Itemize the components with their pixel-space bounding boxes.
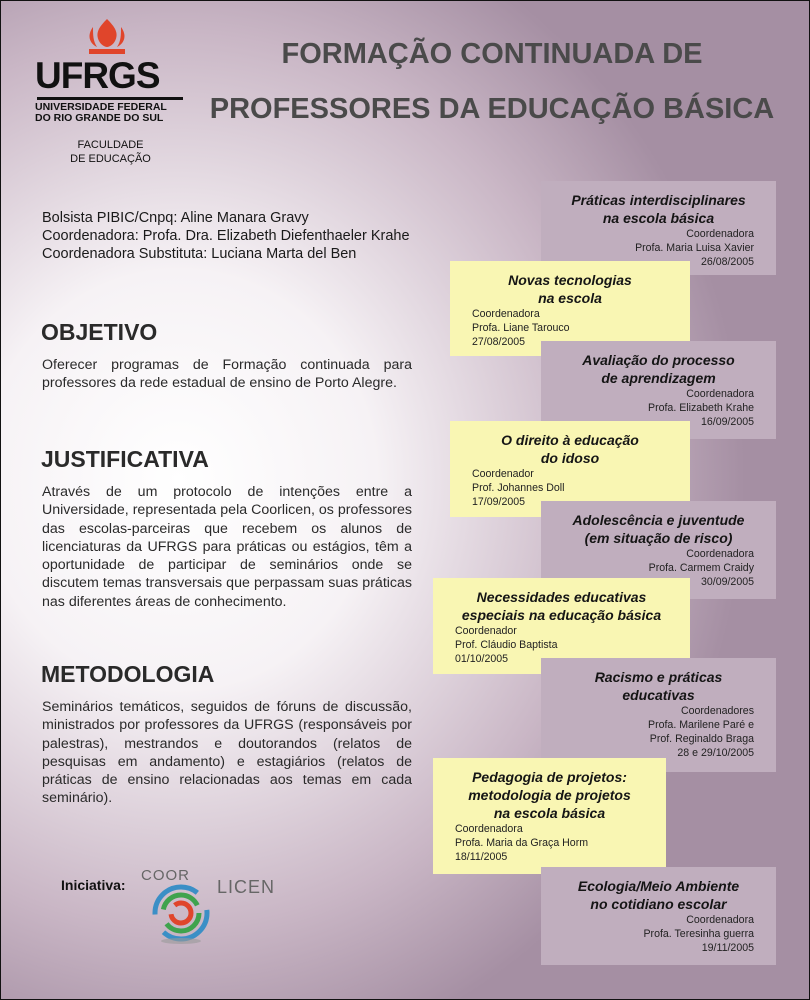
seminar-coordinator: Profa. Marilene Paré e (648, 719, 754, 731)
poster-title (189, 27, 795, 137)
seminar-date: 01/10/2005 (455, 653, 509, 665)
seminar-date: 30/09/2005 (700, 576, 754, 588)
seminar-role: Coordenadora (686, 388, 754, 400)
seminar-title-line: Pedagogia de projetos: (472, 769, 627, 785)
seminar-title-line: educativas (622, 687, 695, 703)
logo-wordmark: UFRGS (35, 55, 160, 96)
credits (42, 209, 462, 263)
seminar-title-line: na escola básica (602, 210, 715, 226)
seminar-title-line: Adolescência e juventude (572, 512, 745, 528)
logo-rule (37, 97, 183, 100)
university-name (35, 102, 195, 124)
seminar-coordinator: Profa. Teresinha guerra (643, 928, 754, 940)
seminar-date: 26/08/2005 (700, 256, 754, 268)
seminar-title-line: O direito à educação (501, 432, 639, 448)
flame-icon (81, 17, 133, 57)
seminar-title-line: do idoso (540, 450, 600, 466)
seminar-title-line: Necessidades educativas (476, 589, 647, 605)
faculty-name (53, 138, 168, 166)
seminar-role: Coordenadora (686, 914, 754, 926)
seminar-title-line: Racismo e práticas (594, 669, 723, 685)
faculty-line-1: FACULDADE (77, 139, 144, 151)
seminar-card-8 (433, 758, 666, 874)
seminar-coordinator: Profa. Carmem Craidy (648, 562, 754, 574)
seminar-date: 19/11/2005 (701, 942, 754, 954)
seminar-coordinator: Profa. Elizabeth Krahe (648, 402, 754, 414)
seminar-role: Coordenador (455, 625, 517, 637)
seminar-title-line: no cotidiano escolar (590, 896, 727, 912)
credit-coordenadora-substituta: Coordenadora Substituta: Luciana Marta del Ben (42, 246, 357, 262)
seminar-title-line: Novas tecnologias (508, 272, 632, 288)
ufrgs-logo (25, 15, 185, 135)
coorlicen-text-coor: COOR (141, 867, 190, 884)
seminar-title-line: especiais na educação básica (461, 607, 662, 623)
metodologia-text: Seminários temáticos, seguidos de fóruns de discussão, ministrados por professores da UFRGS (responsáveis por palestras), mestrandos e doutorandos (relatos de pesquisas em andamento) e estagiários (relatos de práticas de ensino relacionadas aos temas em cada seminário). (42, 699, 412, 807)
seminar-coordinator: Prof. Reginaldo Braga (649, 733, 754, 745)
justificativa-heading: JUSTIFICATIVA (41, 446, 209, 472)
seminar-title-line: de aprendizagem (601, 370, 716, 386)
seminar-coordinator: Profa. Liane Tarouco (472, 322, 570, 334)
university-line-2: DO RIO GRANDE DO SUL (35, 112, 164, 124)
seminar-date: 16/09/2005 (700, 416, 754, 428)
title-line-2: PROFESSORES DA EDUCAÇÃO BÁSICA (209, 93, 775, 125)
seminar-title-line: Ecologia/Meio Ambiente (577, 878, 740, 894)
credit-bolsista: Bolsista PIBIC/Cnpq: Aline Manara Gravy (42, 210, 309, 226)
coorlicen-text-licen: LICEN (217, 877, 276, 897)
seminar-date: 27/08/2005 (472, 336, 526, 348)
justificativa-text: Através de um protocolo de intenções entre a Universidade, representada pela Coorlicen, os professores das escolas-parceiras que recebem os alunos de licenciaturas da UFRGS para práticas ou estágios, têm a oportunidade de participar de seminários onde se discutem temas transversais que perpassam suas práticas nas diferentes áreas de conhecimento. (42, 484, 412, 610)
title-line-1: FORMAÇÃO CONTINUADA DE (281, 38, 703, 70)
seminar-card-9 (541, 867, 776, 965)
seminar-coordinator: Profa. Maria Luisa Xavier (635, 242, 754, 254)
seminar-title-line: Avaliação do processo (582, 352, 735, 368)
seminar-title-line: (em situação de risco) (584, 530, 733, 546)
seminar-coordinator: Profa. Maria da Graça Horm (455, 837, 589, 849)
university-line-1: UNIVERSIDADE FEDERAL (35, 101, 167, 113)
seminar-role: Coordenadora (455, 823, 523, 835)
seminar-date: 28 e 29/10/2005 (677, 747, 754, 759)
seminar-coordinator: Prof. Johannes Doll (472, 482, 565, 494)
credit-coordenadora: Coordenadora: Profa. Dra. Elizabeth Diefenthaeler Krahe (42, 228, 410, 244)
objetivo-text: Oferecer programas de Formação continuada para professores da rede estadual de ensino de Porto Alegre. (42, 357, 412, 392)
seminar-date: 17/09/2005 (472, 496, 526, 508)
seminar-card-7 (541, 658, 776, 772)
seminar-title-line: metodologia de projetos (468, 787, 631, 803)
seminar-role: Coordenadora (472, 308, 540, 320)
seminar-role: Coordenadora (686, 228, 754, 240)
seminar-title-line: na escola básica (493, 805, 606, 821)
faculty-line-2: DE EDUCAÇÃO (70, 153, 151, 165)
seminar-date: 18/11/2005 (455, 851, 508, 863)
coorlicen-logo (141, 865, 291, 947)
seminar-role: Coordenadora (686, 548, 754, 560)
seminar-title-line: na escola (538, 290, 602, 306)
seminar-coordinator: Prof. Cláudio Baptista (455, 639, 558, 651)
seminar-role: Coordenador (472, 468, 534, 480)
initiative-label: Iniciativa: (61, 877, 126, 893)
objetivo-heading: OBJETIVO (41, 319, 158, 345)
seminar-role: Coordenadores (680, 705, 754, 717)
metodologia-heading: METODOLOGIA (41, 661, 215, 687)
seminar-title-line: Práticas interdisciplinares (571, 192, 746, 208)
